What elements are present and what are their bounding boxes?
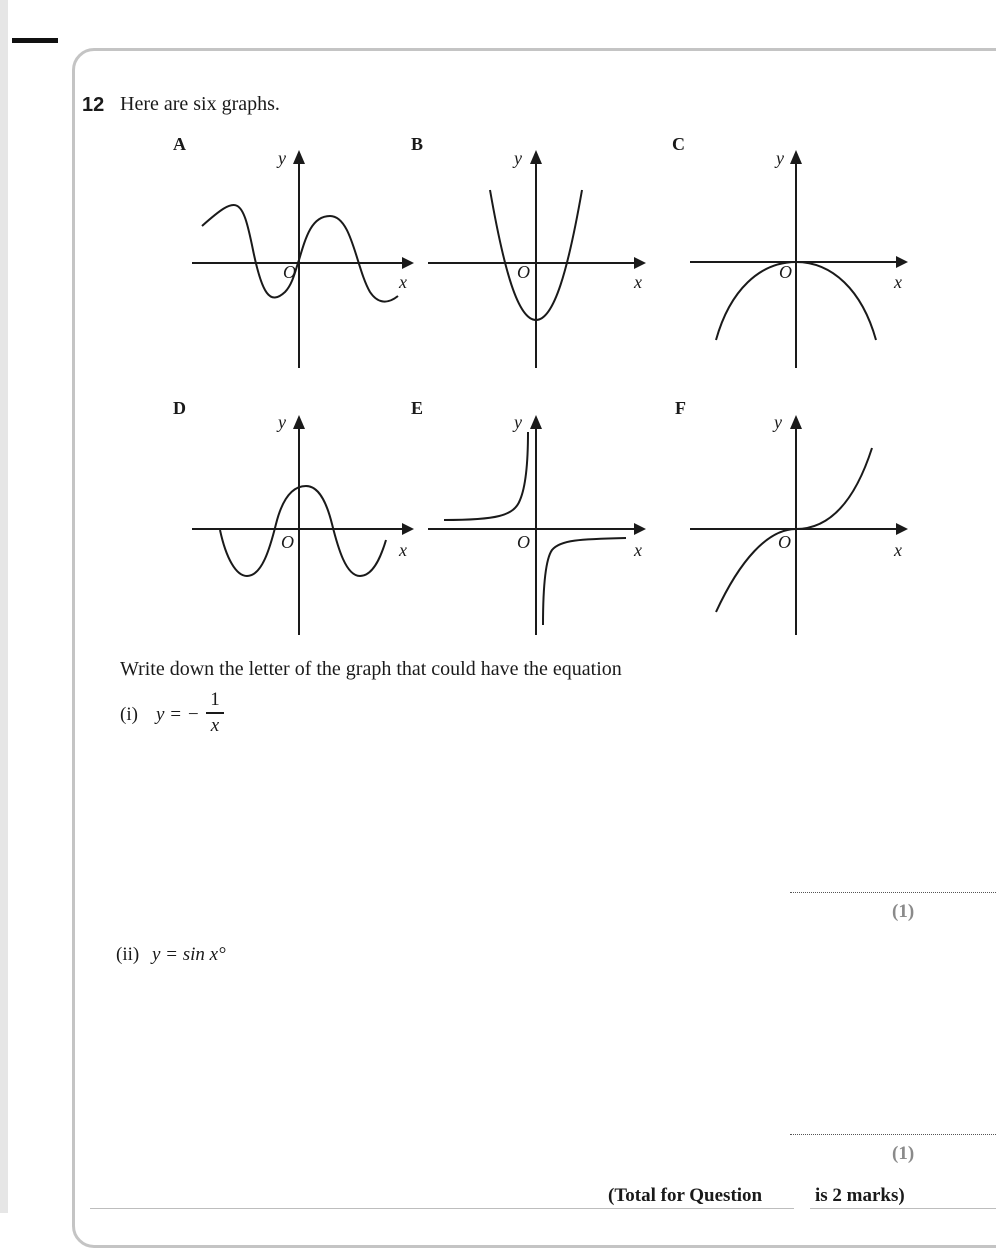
part-i-marks: (1) [892,901,915,922]
total-label-right: is 2 marks) [815,1185,905,1206]
graph-d-y-arrow [293,415,305,429]
graph-e-y-arrow [530,415,542,429]
graph-b-origin-label: O [517,262,530,282]
graph-b-x-label: x [634,272,642,292]
graph-c [690,150,908,368]
part-i-label: (i) [120,704,138,725]
graph-d-y-label: y [278,412,286,432]
graph-label-e: E [411,398,424,418]
graph-b [428,150,646,368]
graph-label-c: C [672,134,685,154]
graph-a-y-arrow [293,150,305,164]
part-ii-label: (ii) [116,944,140,965]
graph-d-x-arrow [402,523,414,535]
graph-c-x-arrow [896,256,908,268]
graph-c-origin-label: O [779,262,792,282]
graph-d-x-label: x [399,540,407,560]
graph-e-y-label: y [514,412,522,432]
part-i-fraction-denominator: x [210,714,220,736]
part-ii-marks: (1) [892,1143,915,1164]
graph-d [192,415,414,635]
graph-label-f: F [675,398,686,418]
total-rule-left [90,1208,794,1209]
graph-e-curve-left [444,432,528,520]
graph-label-b: B [411,134,424,154]
graph-c-y-arrow [790,150,802,164]
graph-d-curve [220,486,386,576]
part-i-fraction-numerator: 1 [210,689,220,710]
graph-e-curve-right [543,538,626,625]
part-ii-answer-line[interactable] [790,1134,996,1135]
graph-e-x-label: x [634,540,642,560]
graph-e-origin-label: O [517,532,530,552]
part-i-fraction [206,690,224,736]
graph-e-x-arrow [634,523,646,535]
graph-d-origin-label: O [281,532,294,552]
part-ii-equation: y = sin x° [152,944,226,965]
part-i-equation-lhs: y = − [156,704,200,725]
graph-c-x-label: x [894,272,902,292]
graph-b-y-label: y [514,148,522,168]
graph-f [690,415,908,635]
graph-label-d: D [173,398,186,418]
part-i-fraction-bar [206,712,224,714]
graph-label-a: A [173,134,186,154]
graph-f-y-arrow [790,415,802,429]
graph-a-origin-label: O [283,262,296,282]
graph-f-x-label: x [894,540,902,560]
total-label-left: (Total for Question [608,1185,763,1206]
graph-c-y-label: y [776,148,784,168]
question-number: 12 [82,94,105,116]
total-rule-right [810,1208,996,1209]
graph-f-x-arrow [896,523,908,535]
question-text: Here are six graphs. [120,93,280,115]
graph-f-y-label: y [774,412,782,432]
graph-a [192,150,414,368]
graph-e [428,415,646,635]
graph-a-x-label: x [399,272,407,292]
part-i-answer-line[interactable] [790,892,996,893]
graph-a-x-arrow [402,257,414,269]
graph-b-x-arrow [634,257,646,269]
instruction-text: Write down the letter of the graph that could have the equation [120,658,622,680]
graph-f-origin-label: O [778,532,791,552]
graph-b-y-arrow [530,150,542,164]
graph-a-y-label: y [278,148,286,168]
